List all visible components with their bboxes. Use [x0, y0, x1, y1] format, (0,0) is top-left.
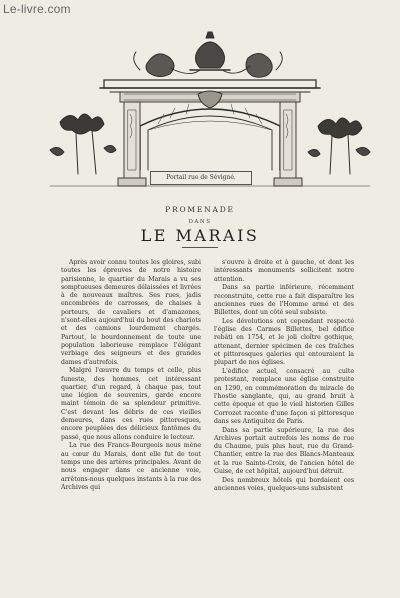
site-watermark: Le-livre.com: [3, 2, 71, 16]
illustration-caption: Portail rue de Sévigné.: [150, 171, 252, 185]
right-column: [214, 259, 354, 493]
paragraph: La rue des Francs-Bourgeois nous mène au cœur du Marais, dont elle fut de tout temps une des artères principales. Avant de nous engager dans ce ancienne voie, arrêtons-nous quelques instants à la rue des Archives qui: [61, 442, 201, 491]
paragraph: Des nombreux hôtels qui bordaient ces anciennes voies, quelques-uns subsistent: [214, 476, 354, 492]
paragraph: Les dévolutions ont cependant respecté l'église des Carmes Billettes, bel édifice rebâti en 1754, et le joli cloître gothique, attenant, dernier spécimen de ces fraîches et pittoresques galeries qui entouraient la plupart de nos églises.: [214, 317, 354, 367]
heading-connector: DANS: [188, 219, 212, 225]
heading-kicker: PROMENADE: [165, 205, 235, 214]
paragraph: s'ouvre à droite et à gauche, et dont les intéressants monuments sollicitent notre attention.: [214, 259, 354, 283]
paragraph: Malgré l'œuvre du temps et celle, plus funeste, des hommes, cet intéressant quartier, d'un regard, à chaque pas, tout une légion de souvenirs, garde encore maint témoin de sa splendeur primitive. C'est devant les débris de ces vieilles demeures, dans ces rues pittoresques, encore peuplées des délicieux fantômes du passé, que nous allons conduire le lecteur.: [61, 367, 201, 441]
article-title: LE MARAIS: [140, 226, 260, 245]
paragraph: Dans sa partie inférieure, récemment reconstruite, cette rue a fait disparaître les anciennes rues de l'Homme armé et des Billettes, dont un côté seul subsiste.: [214, 284, 354, 317]
paragraph: L'édifice actuel, consacré au culte protestant, remplace une église construite en 1290, en commémoration du miracle de l'hostie sanglante, qui, au grand bruit à cette époque et que le vieil historien Gilles Corrozet raconte d'une façon si pittoresque dans ses Antiquitez de Paris.: [214, 368, 354, 425]
left-column: [61, 259, 201, 492]
paragraph: Dans sa partie supérieure, la rue des Archives portait autrefois les noms de rue du Chaume, puis plus haut, rue du Grand-Chantier, entre la rue des Blancs-Manteaux et la rue Sainte-Croix, de l'ancien hôtel de Guise, de cet hôpital, aujourd'hui détruit.: [214, 426, 354, 475]
title-rule: [182, 247, 218, 248]
paragraph: Après avoir connu toutes les gloires, subi toutes les épreuves de notre histoire parisienne, le quartier du Marais a vu ses somptueuses demeures délaissées et livrées à de nouveaux maîtres. Ses rues, jadis encombrées de carrosses, de chaises à porteurs, de cavaliers et d'amazones, n'sont-elles aujourd'hui du bout des chariots et des camions lourdement chargés. Partout, le bourdonnement de toute une population laborieuse remplace l'élégant verbiage des seigneurs et des grandes dames d'autrefois.: [61, 259, 201, 366]
